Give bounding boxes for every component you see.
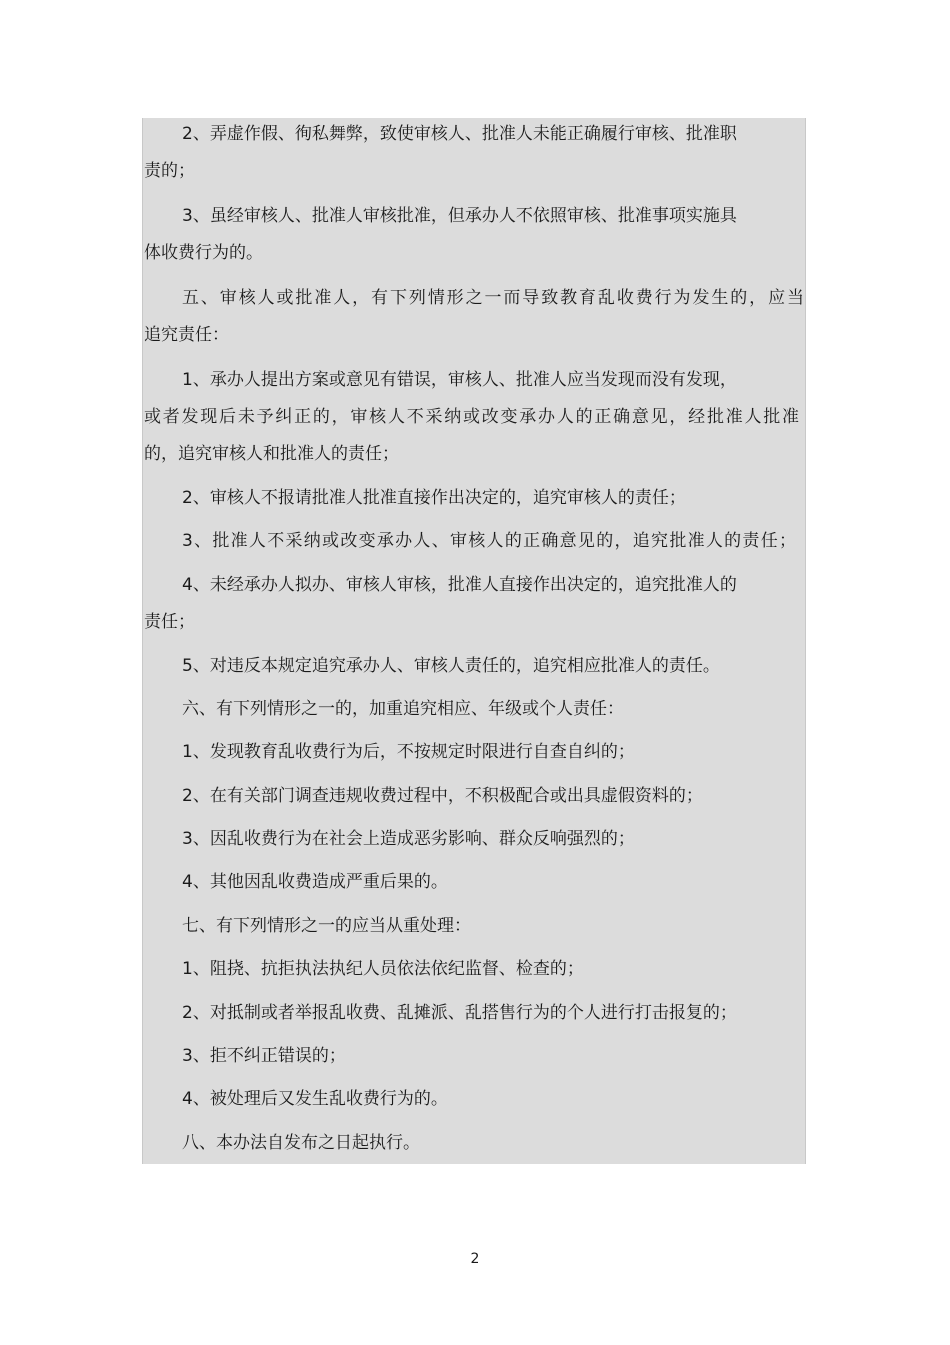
- paragraph-line: 五、审核人或批准人，有下列情形之一而导致教育乱收费行为发生的，应当: [182, 288, 804, 308]
- paragraph-line: 4、被处理后又发生乱收费行为的。: [182, 1089, 448, 1109]
- paragraph-line: 2、弄虚作假、徇私舞弊，致使审核人、批准人未能正确履行审核、批准职: [182, 124, 737, 144]
- paragraph-line: 的，追究审核人和批准人的责任；: [144, 444, 399, 464]
- paragraph-line: 1、承办人提出方案或意见有错误，审核人、批准人应当发现而没有发现，: [182, 370, 737, 390]
- paragraph-line: 2、在有关部门调查违规收费过程中，不积极配合或出具虚假资料的；: [182, 786, 703, 806]
- paragraph-line: 1、阻挠、抗拒执法执纪人员依法依纪监督、检查的；: [182, 959, 584, 979]
- paragraph-line: 4、其他因乱收费造成严重后果的。: [182, 872, 448, 892]
- document-text-block: [142, 118, 806, 1164]
- paragraph-line: 责任；: [144, 612, 195, 632]
- paragraph-line: 追究责任：: [144, 325, 229, 345]
- paragraph-line: 体收费行为的。: [144, 243, 263, 263]
- paragraph-line: 4、未经承办人拟办、审核人审核，批准人直接作出决定的，追究批准人的: [182, 575, 737, 595]
- paragraph-line: 3、因乱收费行为在社会上造成恶劣影响、群众反响强烈的；: [182, 829, 635, 849]
- paragraph-line: 七、有下列情形之一的应当从重处理：: [182, 916, 471, 936]
- paragraph-line: 八、本办法自发布之日起执行。: [182, 1133, 420, 1153]
- paragraph-line: 责的；: [144, 161, 195, 181]
- page-number: 2: [470, 1251, 480, 1267]
- paragraph-line: 3、批准人不采纳或改变承办人、审核人的正确意见的，追究批准人的责任；: [182, 531, 796, 551]
- paragraph-line: 3、拒不纠正错误的；: [182, 1046, 346, 1066]
- paragraph-line: 六、有下列情形之一的，加重追究相应、年级或个人责任：: [182, 699, 624, 719]
- paragraph-line: 3、虽经审核人、批准人审核批准，但承办人不依照审核、批准事项实施具: [182, 206, 737, 226]
- paragraph-line: 1、发现教育乱收费行为后，不按规定时限进行自查自纠的；: [182, 742, 635, 762]
- paragraph-line: 或者发现后未予纠正的，审核人不采纳或改变承办人的正确意见，经批准人批准: [144, 407, 799, 427]
- paragraph-line: 2、对抵制或者举报乱收费、乱摊派、乱搭售行为的个人进行打击报复的；: [182, 1003, 737, 1023]
- paragraph-line: 5、对违反本规定追究承办人、审核人责任的，追究相应批准人的责任。: [182, 656, 720, 676]
- paragraph-line: 2、审核人不报请批准人批准直接作出决定的，追究审核人的责任；: [182, 488, 686, 508]
